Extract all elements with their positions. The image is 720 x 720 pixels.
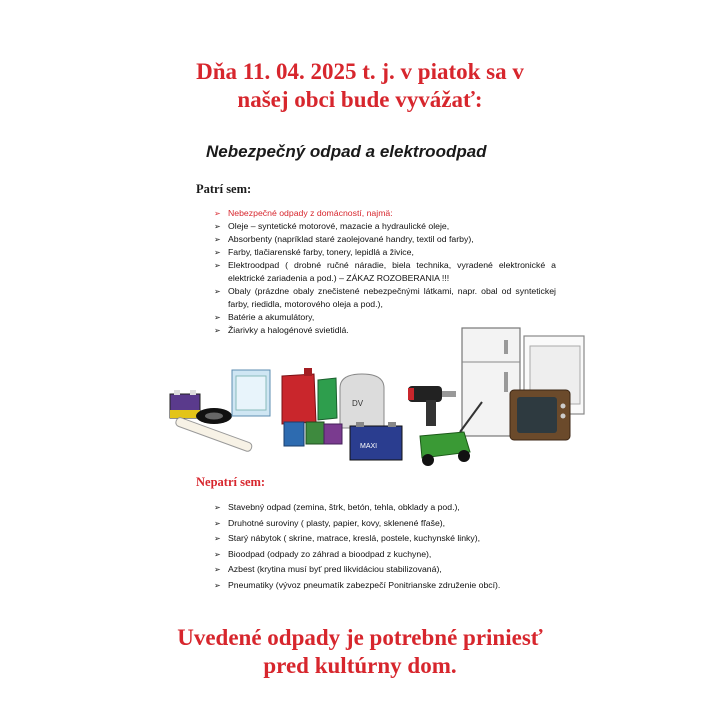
arrow-bullet-icon: ➢	[214, 518, 221, 528]
closing-notice	[0, 624, 720, 680]
announcement-heading-line1: Dňa 11. 04. 2025 t. j. v piatok sa v	[196, 59, 524, 84]
tv-icon	[510, 390, 570, 440]
list-item: ➢ Žiarivky a halogénové svietidlá.	[214, 325, 349, 335]
list-item: ➢ Farby, tlačiarenské farby, tonery, lepidlá a živice,	[214, 247, 414, 257]
arrow-bullet-icon: ➢	[214, 503, 221, 512]
list-item: ➢ Elektroodpad ( drobné ručné náradie, biela technika, vyradené elektronické a elektrické zariadenia a pod.) – ZÁKAZ ROZOBERANIA !!!	[214, 260, 556, 283]
arrow-bullet-icon: ➢	[214, 565, 221, 574]
arrow-bullet-icon: ➢	[214, 222, 221, 231]
battery-pack-icon	[170, 390, 200, 418]
arrow-bullet-icon: ➢	[214, 235, 221, 244]
list-item: ➢ Obaly (prázdne obaly znečistené nebezpečnými látkami, napr. obal od syntetickej farby, riedidla, motorového oleja a pod.),	[214, 286, 556, 309]
list-item: ➢ Pneumatiky (vývoz pneumatík zabezpečí Ponitrianske združenie obcí).	[214, 578, 574, 594]
svg-text:DV: DV	[352, 399, 364, 408]
arrow-bullet-icon: ➢	[214, 580, 221, 590]
list-item: ➢ Azbest (krytina musí byť pred likvidáciou stabilizovaná),	[214, 562, 574, 578]
waste-type-title: Nebezpečný odpad a elektroodpad	[206, 142, 487, 161]
list-item: ➢ Stavebný odpad (zemina, štrk, betón, tehla, obklady a pod.),	[214, 500, 574, 516]
belongs-label: Patrí sem:	[196, 182, 252, 196]
not-belongs-label: Nepatrí sem:	[196, 475, 266, 489]
list-item: ➢ Batérie a akumulátory,	[214, 312, 315, 322]
list-item: ➢ Druhotné suroviny ( plasty, papier, kovy, sklenené fľaše),	[214, 516, 574, 532]
arrow-bullet-icon: ➢	[214, 248, 221, 257]
arrow-bullet-icon: ➢	[214, 287, 221, 296]
arrow-bullet-icon: ➢	[214, 313, 221, 322]
closing-notice-line1: Uvedené odpady je potrebné priniesť	[177, 625, 543, 650]
list-item: ➢ Bioodpad (odpady zo záhrad a bioodpad z kuchyne),	[214, 547, 574, 563]
arrow-bullet-icon: ➢	[214, 534, 221, 543]
arrow-bullet-icon: ➢	[214, 326, 221, 335]
drill-icon	[408, 386, 456, 426]
svg-text:MAXI: MAXI	[360, 443, 378, 450]
announcement-heading	[0, 58, 720, 114]
jerry-can-icon	[282, 368, 337, 424]
arrow-bullet-icon: ➢	[214, 549, 221, 559]
announcement-heading-line2: našej obci bude vyvážať:	[237, 87, 483, 112]
paint-can-icon	[284, 422, 342, 446]
list-item: ➢ Starý nábytok ( skrine, matrace, kreslá, postele, kuchynské linky),	[214, 531, 574, 547]
list-item: ➢ Absorbenty (napríklad staré zaolejované handry, textil od farby),	[214, 234, 474, 244]
closing-notice-line2: pred kultúrny dom.	[263, 653, 457, 678]
list-item: ➢ Oleje – syntetické motorové, mazacie a hydraulické oleje,	[214, 221, 450, 231]
arrow-bullet-icon: ➢	[214, 261, 221, 270]
list-item: ➢ Nebezpečné odpady z domácností, najmä:	[214, 208, 393, 218]
hazardous-waste-illustration	[164, 318, 594, 476]
tyre-icon	[196, 408, 232, 424]
mini-fridge-icon	[232, 370, 270, 416]
arrow-bullet-icon: ➢	[214, 209, 221, 218]
car-battery-icon	[350, 422, 402, 460]
container-icon	[340, 374, 384, 428]
not-belongs-list	[214, 500, 574, 593]
